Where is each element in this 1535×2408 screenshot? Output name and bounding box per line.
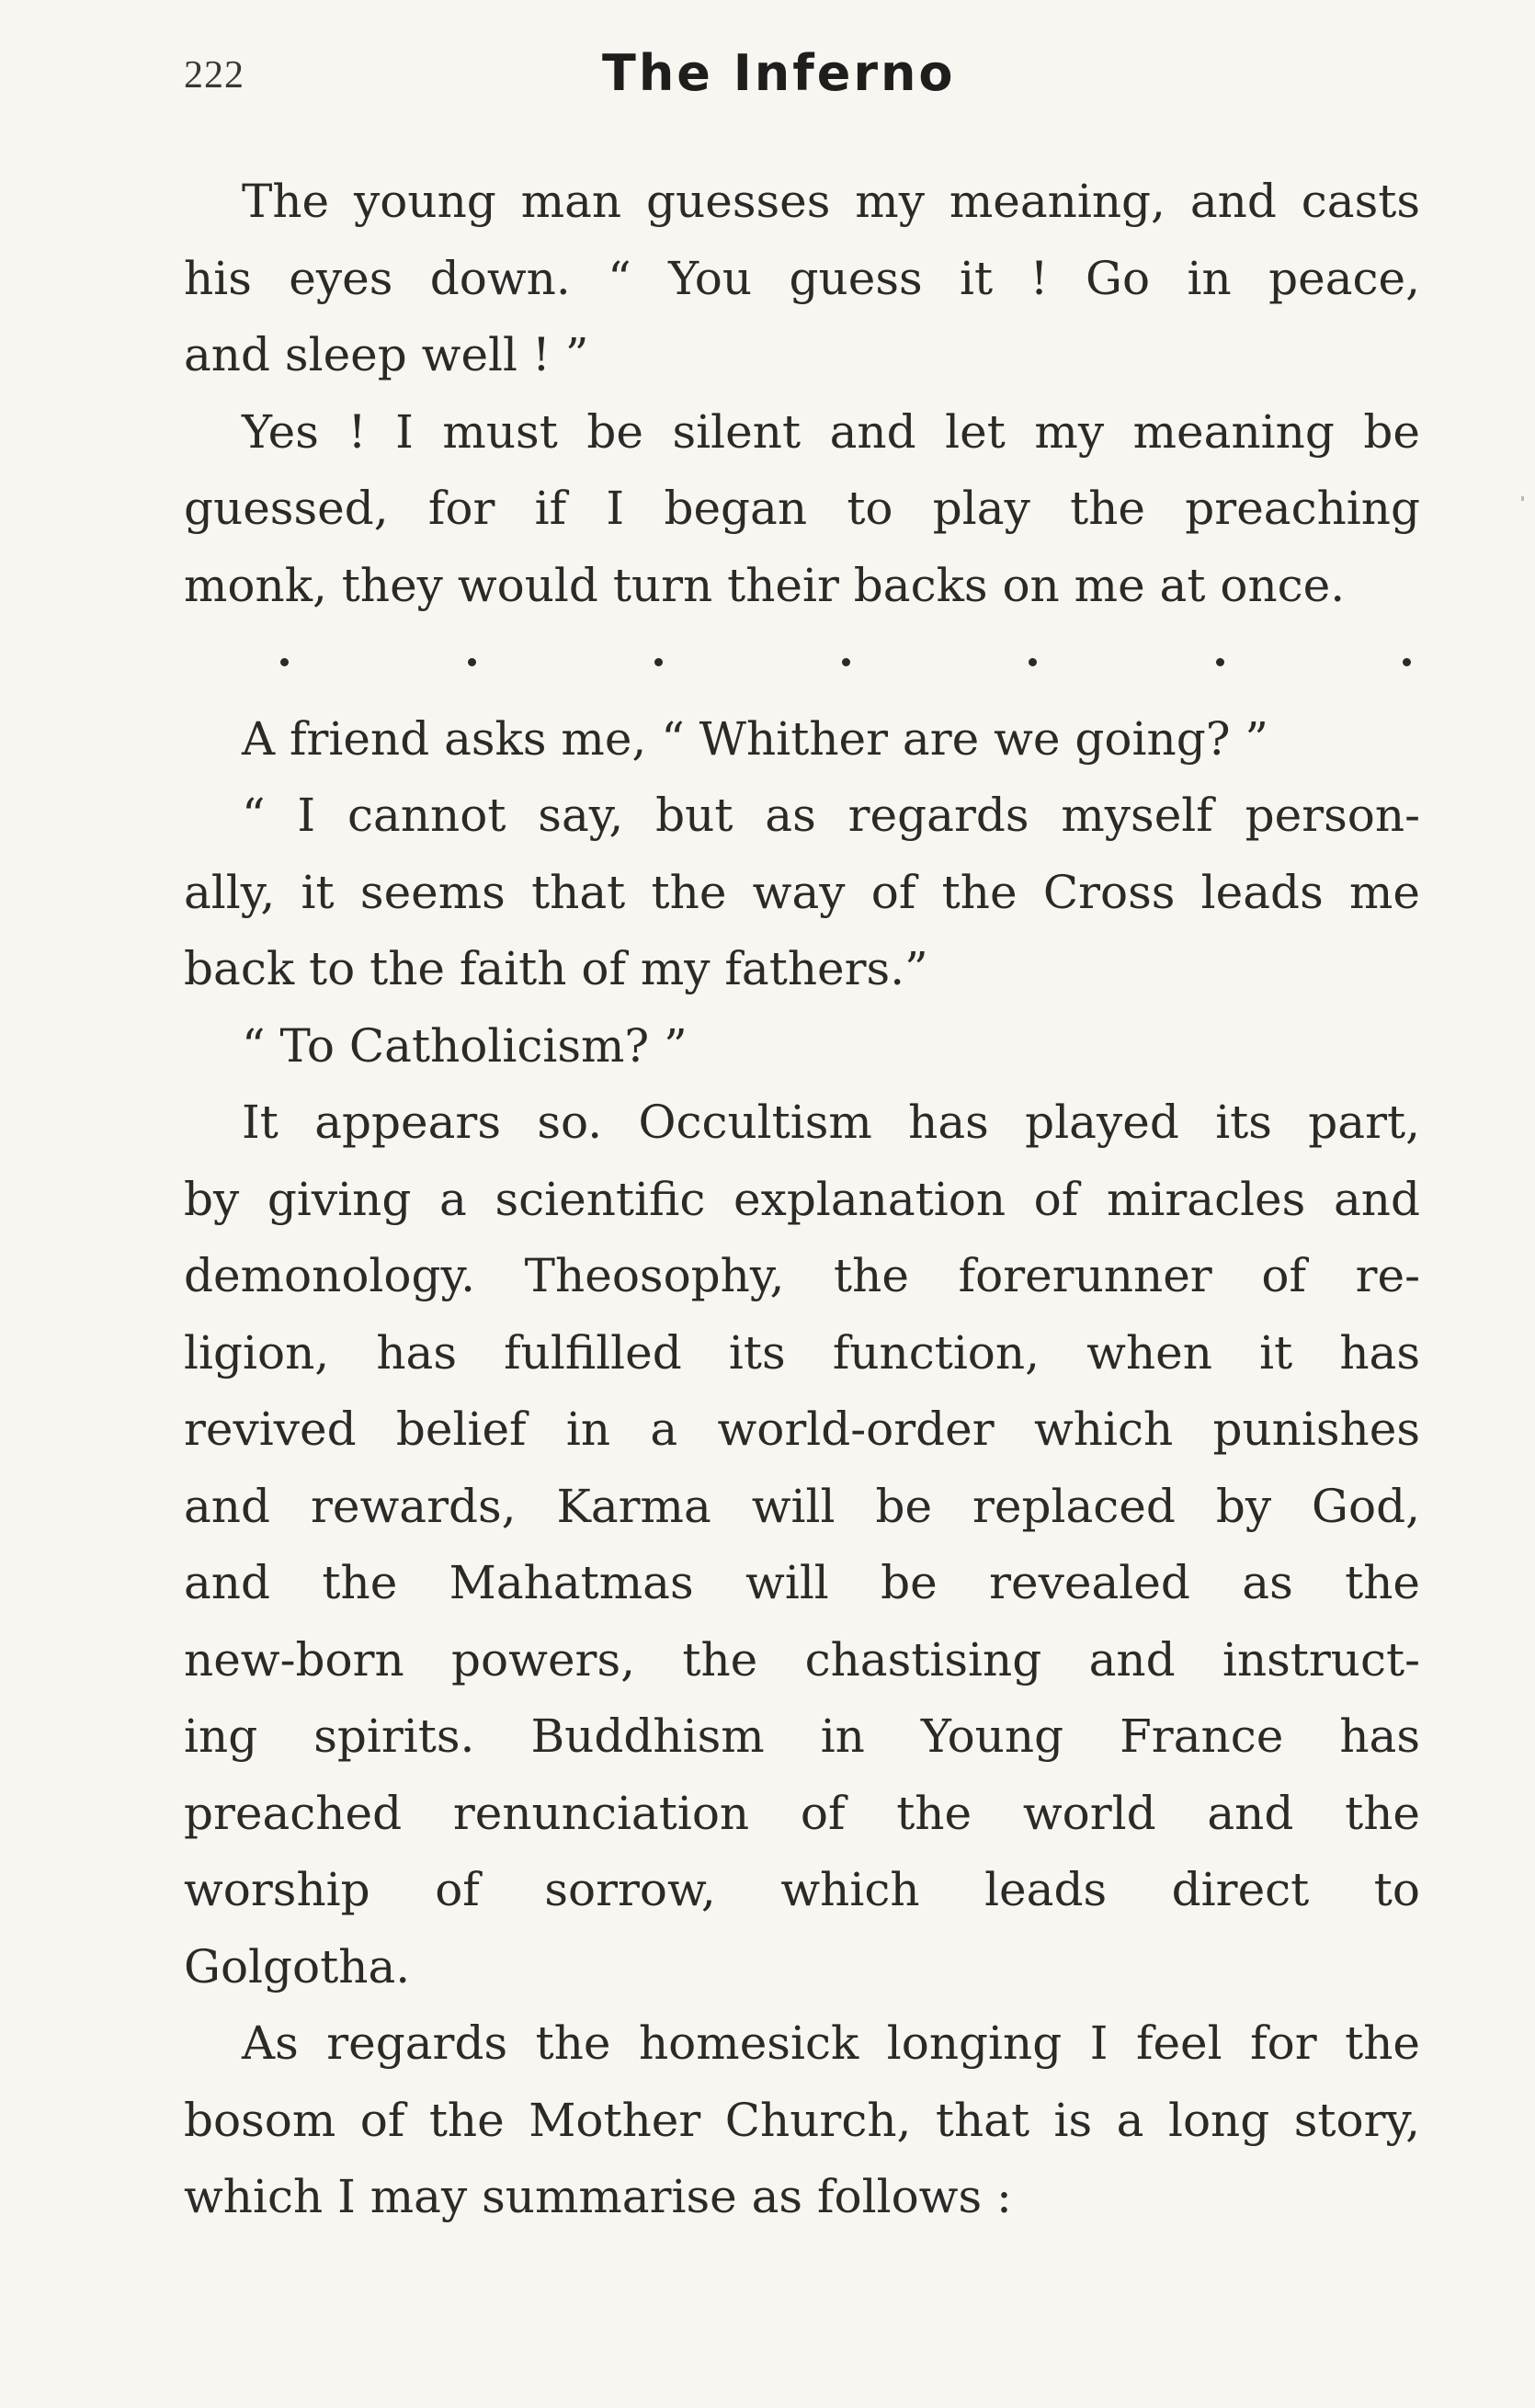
section-break-dot xyxy=(842,658,850,666)
section-break-dot xyxy=(1216,658,1224,666)
text-line: by giving a scientific explanation of miracles and xyxy=(184,1172,1420,1226)
text-line: which I may summarise as follows : xyxy=(184,2170,1012,2223)
section-break-dot xyxy=(280,658,289,666)
page-header xyxy=(184,44,1420,118)
text-line: As regards the homesick longing I feel for the xyxy=(242,2016,1420,2070)
body-text xyxy=(184,164,1420,2236)
text-line: worship of sorrow, which leads direct to xyxy=(184,1863,1420,1916)
section-break-dots xyxy=(184,624,1420,701)
text-line: “ To Catholicism? ” xyxy=(242,1018,688,1073)
text-line: Yes ! I must be silent and let my meaning be xyxy=(242,404,1420,459)
text-line: back to the faith of my fathers.” xyxy=(184,942,928,995)
text-line: The young man guesses my meaning, and casts xyxy=(242,175,1420,228)
text-line: monk, they would turn their backs on me at once. xyxy=(184,558,1346,612)
section-break-dot xyxy=(1029,658,1037,666)
text-line: ally, it seems that the way of the Cross leads me xyxy=(184,865,1420,919)
text-line: bosom of the Mother Church, that is a long story, xyxy=(184,2093,1420,2147)
text-line: demonology. Theosophy, the forerunner of re- xyxy=(184,1249,1420,1302)
section-break-dot xyxy=(1403,658,1411,666)
text-line: It appears so. Occultism has played its part, xyxy=(242,1096,1420,1149)
running-title: The Inferno xyxy=(602,44,956,102)
text-line: his eyes down. “ You guess it ! Go in peace, xyxy=(184,251,1420,305)
text-line: Golgotha. xyxy=(184,1939,411,1993)
text-line: guessed, for if I began to play the preaching xyxy=(184,482,1420,535)
paper-speck xyxy=(1521,496,1524,501)
text-line: A friend asks me, “ Whither are we going? ” xyxy=(242,711,1268,766)
section-break-dot xyxy=(468,658,476,666)
section-break-dot xyxy=(654,658,663,666)
text-line: new-born powers, the chastising and instruct- xyxy=(184,1632,1420,1687)
text-line: preached renunciation of the world and the xyxy=(184,1786,1420,1840)
text-line: ing spirits. Buddhism in Young France has xyxy=(184,1709,1420,1763)
page-number: 222 xyxy=(184,54,244,97)
text-line: revived belief in a world-order which punishes xyxy=(184,1403,1420,1456)
text-line: and the Mahatmas will be revealed as the xyxy=(184,1556,1420,1609)
text-line: ligion, has fulfilled its function, when it has xyxy=(184,1325,1420,1380)
text-line: and sleep well ! ” xyxy=(184,328,589,381)
text-line: “ I cannot say, but as regards myself person- xyxy=(242,789,1420,842)
text-line: and rewards, Karma will be replaced by God, xyxy=(184,1479,1420,1533)
